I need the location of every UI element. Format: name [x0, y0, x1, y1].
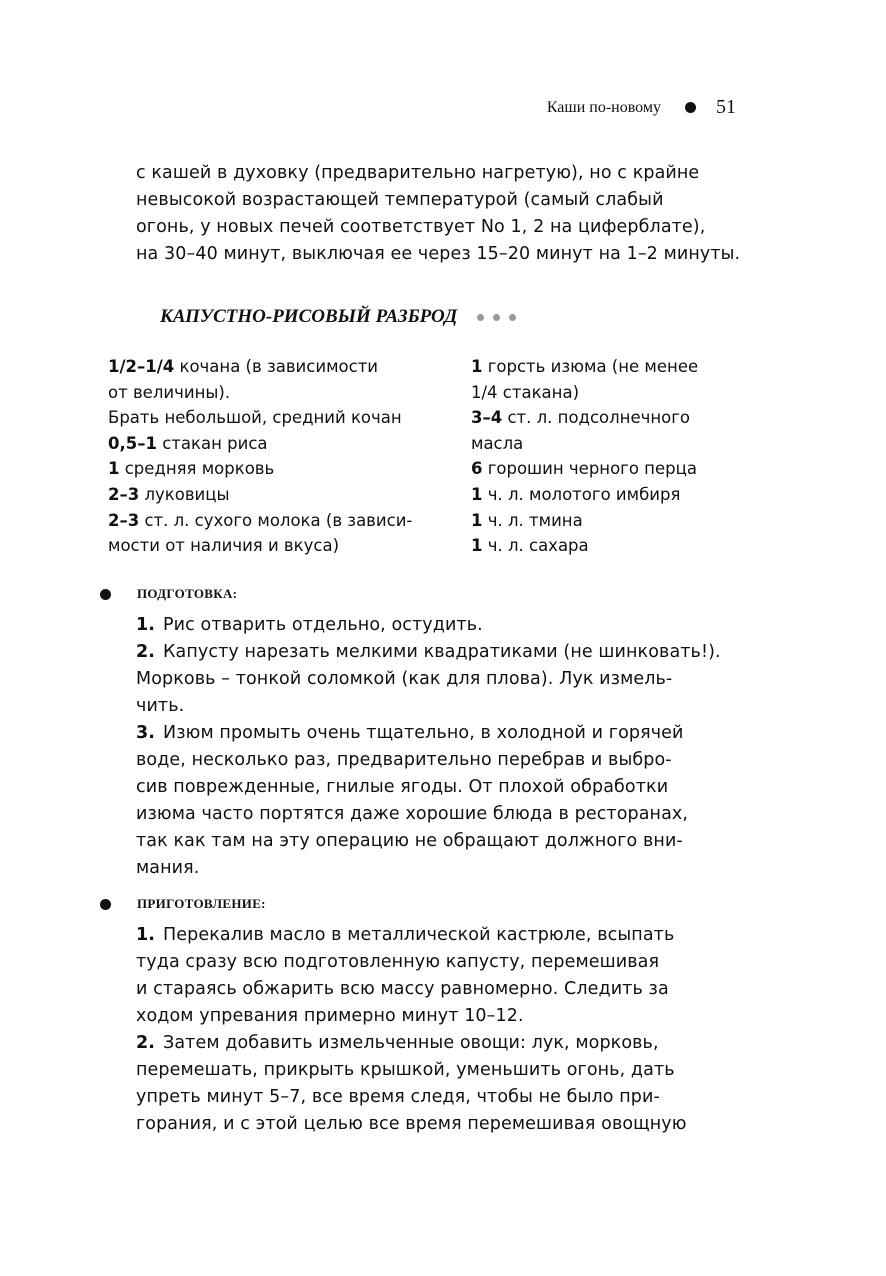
chapter-title: Каши по-новому: [546, 98, 661, 116]
step-line: горания, и с этой целью все время перемешивая овощную: [136, 1114, 687, 1134]
step-line: перемешать, прикрыть крышкой, уменьшить огонь, дать: [136, 1060, 675, 1080]
step-line: мания.: [136, 858, 200, 878]
cooking-steps: [136, 922, 776, 1138]
step-line: сив поврежденные, гнилые ягоды. От плохой обработки: [136, 777, 669, 797]
step-line: упреть минут 5–7, все время следя, чтобы не было при-: [136, 1087, 660, 1107]
text-line: невысокой возрастающей температурой (самый слабый: [136, 190, 664, 210]
ingredient-line: 1 ч. л. молотого имбиря: [471, 484, 681, 504]
preparation-heading-text: ПОДГОТОВКА:: [137, 586, 238, 601]
ingredient-line: 1 средняя морковь: [108, 459, 275, 479]
ingredient-line: мости от наличия и вкуса): [108, 536, 339, 556]
ingredient-line: 1 ч. л. тмина: [471, 510, 583, 530]
step-line: чить.: [136, 696, 185, 716]
step-line: 2. Капусту нарезать мелкими квадратиками (не шинковать!).: [136, 642, 721, 662]
ornament-dots-icon: [477, 314, 525, 321]
cooking-heading-text: ПРИГОТОВЛЕНИЕ:: [137, 896, 266, 911]
recipe-title-text: КАПУСТНО-РИСОВЫЙ РАЗБРОД: [160, 306, 458, 327]
text-line: на 30–40 минут, выключая ее через 15–20 минут на 1–2 минуты.: [136, 244, 741, 264]
cooking-heading: [100, 896, 266, 912]
ingredient-line: 1 горсть изюма (не менее: [471, 357, 699, 376]
running-head: [547, 96, 736, 119]
ingredient-line: 2–3 луковицы: [108, 484, 230, 504]
recipe-title: [160, 306, 525, 328]
page-number: 51: [716, 96, 736, 118]
ingredient-line: 3–4 ст. л. подсолнечного: [471, 408, 691, 428]
ingredient-line: 1/4 стакана): [471, 382, 580, 402]
step-line: и стараясь обжарить всю массу равномерно. Следить за: [136, 979, 669, 999]
ingredient-line: 0,5–1 стакан риса: [108, 433, 268, 453]
step-line: ходом упревания примерно минут 10–12.: [136, 1006, 524, 1026]
ingredients-right-column: [471, 354, 698, 559]
ingredient-line: Брать небольшой, средний кочан: [108, 408, 402, 428]
ingredient-line: 1 ч. л. сахара: [471, 536, 589, 556]
step-line: туда сразу всю подготовленную капусту, перемешивая: [136, 952, 660, 972]
ingredient-line: масла: [471, 433, 524, 453]
step-line: так как там на эту операцию не обращают должного вни-: [136, 831, 683, 851]
text-line: с кашей в духовку (предварительно нагретую), но с крайне: [136, 163, 700, 183]
step-line: 1. Рис отварить отдельно, остудить.: [136, 615, 483, 635]
bullet-icon: [100, 899, 111, 910]
step-line: воде, несколько раз, предварительно перебрав и выбро-: [136, 750, 672, 770]
step-line: 1. Перекалив масло в металлической кастрюле, всыпать: [136, 925, 675, 945]
preparation-heading: [100, 586, 237, 602]
intro-paragraph: [136, 160, 776, 268]
preparation-steps: [136, 612, 776, 882]
step-line: Морковь – тонкой соломкой (как для плова). Лук измель-: [136, 669, 673, 689]
ingredient-line: 2–3 ст. л. сухого молока (в зависи-: [108, 510, 413, 530]
ingredient-line: 1/2–1/4 кочана (в зависимости: [108, 357, 379, 376]
step-line: 3. Изюм промыть очень тщательно, в холодной и горячей: [136, 723, 684, 743]
bullet-icon: [685, 102, 696, 113]
ingredients-left-column: [108, 354, 412, 559]
bullet-icon: [100, 589, 111, 600]
text-line: огонь, у новых печей соответствует No 1, 2 на циферблате),: [136, 217, 706, 237]
ingredient-line: 6 горошин черного перца: [471, 459, 697, 479]
step-line: изюма часто портятся даже хорошие блюда в ресторанах,: [136, 804, 689, 824]
step-line: 2. Затем добавить измельченные овощи: лук, морковь,: [136, 1033, 659, 1053]
ingredient-line: от величины).: [108, 382, 231, 402]
